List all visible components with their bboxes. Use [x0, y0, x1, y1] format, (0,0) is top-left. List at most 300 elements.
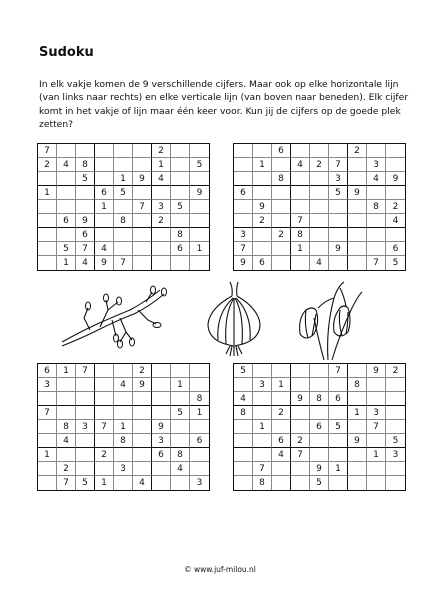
sudoku-cell	[190, 462, 209, 476]
sudoku-cell	[310, 228, 329, 242]
sudoku-cell	[310, 144, 329, 158]
sudoku-cell	[272, 420, 291, 434]
sudoku-cell: 3	[152, 434, 171, 448]
sudoku-cell: 6	[272, 144, 291, 158]
sudoku-cell: 1	[95, 476, 114, 490]
sudoku-cell	[348, 158, 367, 172]
sudoku-cell	[133, 242, 152, 256]
sudoku-cell: 8	[57, 420, 76, 434]
sudoku-cell	[76, 448, 95, 462]
sudoku-cell: 9	[253, 200, 272, 214]
sudoku-cell	[234, 144, 253, 158]
sudoku-cell	[329, 406, 348, 420]
sudoku-cell: 7	[329, 158, 348, 172]
sudoku-cell	[367, 186, 386, 200]
sudoku-cell	[57, 172, 76, 186]
sudoku-cell	[171, 364, 190, 378]
page-title: Sudoku	[39, 45, 94, 60]
sudoku-cell	[386, 476, 405, 490]
sudoku-cell	[190, 256, 209, 270]
sudoku-cell	[38, 420, 57, 434]
sudoku-cell: 8	[114, 434, 133, 448]
sudoku-cell	[133, 144, 152, 158]
sudoku-cell	[38, 462, 57, 476]
footer-copyright: © www.juf-milou.nl	[184, 565, 256, 574]
sudoku-cell	[348, 242, 367, 256]
sudoku-cell: 5	[329, 420, 348, 434]
sudoku-cell	[171, 186, 190, 200]
sudoku-cell: 4	[114, 378, 133, 392]
sudoku-cell: 7	[133, 200, 152, 214]
sudoku-cell: 8	[367, 200, 386, 214]
sudoku-cell	[310, 242, 329, 256]
sudoku-cell	[95, 378, 114, 392]
sudoku-cell	[133, 420, 152, 434]
sudoku-cell	[310, 200, 329, 214]
sudoku-cell	[114, 476, 133, 490]
sudoku-cell: 1	[114, 172, 133, 186]
sudoku-cell: 9	[291, 392, 310, 406]
sudoku-cell	[272, 158, 291, 172]
sudoku-cell: 3	[367, 406, 386, 420]
sudoku-cell: 8	[348, 378, 367, 392]
sudoku-cell	[38, 256, 57, 270]
sudoku-cell: 1	[95, 200, 114, 214]
sudoku-grid-3	[37, 363, 210, 491]
sudoku-cell	[310, 172, 329, 186]
sudoku-cell	[310, 378, 329, 392]
sudoku-cell	[310, 364, 329, 378]
sudoku-cell	[329, 378, 348, 392]
sudoku-cell: 7	[329, 364, 348, 378]
sudoku-cell	[348, 200, 367, 214]
sudoku-cell: 6	[76, 228, 95, 242]
sudoku-cell	[329, 228, 348, 242]
sudoku-cell	[272, 476, 291, 490]
sudoku-cell	[272, 364, 291, 378]
sudoku-cell: 7	[76, 242, 95, 256]
sudoku-cell	[386, 462, 405, 476]
sudoku-cell	[291, 364, 310, 378]
sudoku-cell: 6	[234, 186, 253, 200]
sudoku-cell: 4	[234, 392, 253, 406]
sudoku-cell	[152, 406, 171, 420]
sudoku-cell: 9	[329, 242, 348, 256]
sudoku-cell: 6	[152, 448, 171, 462]
sudoku-cell: 6	[386, 242, 405, 256]
sudoku-cell	[367, 476, 386, 490]
sudoku-cell	[114, 392, 133, 406]
sudoku-cell	[38, 214, 57, 228]
sudoku-cell: 9	[234, 256, 253, 270]
sudoku-cell	[234, 434, 253, 448]
sudoku-cell: 3	[386, 448, 405, 462]
sudoku-cell	[152, 256, 171, 270]
sudoku-cell: 2	[386, 200, 405, 214]
sudoku-cell	[95, 392, 114, 406]
sudoku-cell	[348, 392, 367, 406]
sudoku-cell	[190, 200, 209, 214]
sudoku-cell: 7	[95, 420, 114, 434]
sudoku-cell	[253, 144, 272, 158]
sudoku-cell	[76, 144, 95, 158]
sudoku-cell: 7	[114, 256, 133, 270]
sudoku-cell: 2	[386, 364, 405, 378]
sudoku-cell	[367, 144, 386, 158]
sudoku-cell	[114, 448, 133, 462]
sudoku-cell: 5	[190, 158, 209, 172]
sudoku-cell	[133, 228, 152, 242]
sudoku-cell	[367, 434, 386, 448]
sudoku-cell: 4	[152, 172, 171, 186]
sudoku-cell	[253, 228, 272, 242]
sudoku-cell	[171, 144, 190, 158]
sudoku-cell	[133, 392, 152, 406]
sudoku-cell	[367, 462, 386, 476]
sudoku-cell: 2	[291, 434, 310, 448]
sudoku-cell	[152, 228, 171, 242]
sudoku-cell: 7	[57, 476, 76, 490]
sudoku-cell: 9	[95, 256, 114, 270]
sudoku-cell: 2	[57, 462, 76, 476]
sudoku-cell: 5	[114, 186, 133, 200]
sudoku-cell: 4	[57, 434, 76, 448]
sudoku-cell: 2	[253, 214, 272, 228]
sudoku-cell	[95, 228, 114, 242]
sudoku-cell: 6	[253, 256, 272, 270]
sudoku-cell	[234, 448, 253, 462]
sudoku-cell	[114, 228, 133, 242]
sudoku-cell	[95, 364, 114, 378]
sudoku-cell	[253, 186, 272, 200]
sudoku-cell: 5	[329, 186, 348, 200]
sudoku-cell: 1	[367, 448, 386, 462]
sudoku-cell	[348, 420, 367, 434]
sudoku-cell	[133, 158, 152, 172]
sudoku-cell	[133, 256, 152, 270]
sudoku-cell: 2	[348, 144, 367, 158]
sudoku-cell: 7	[291, 448, 310, 462]
sudoku-cell	[171, 158, 190, 172]
sudoku-cell	[367, 392, 386, 406]
sudoku-cell: 7	[234, 242, 253, 256]
sudoku-cell	[329, 200, 348, 214]
sudoku-cell	[386, 228, 405, 242]
sudoku-cell: 8	[253, 476, 272, 490]
sudoku-cell	[190, 448, 209, 462]
sudoku-cell: 1	[190, 242, 209, 256]
sudoku-cell: 3	[234, 228, 253, 242]
sudoku-cell	[272, 242, 291, 256]
sudoku-cell: 7	[291, 214, 310, 228]
sudoku-cell	[348, 214, 367, 228]
sudoku-cell	[272, 392, 291, 406]
sudoku-cell	[171, 392, 190, 406]
sudoku-cell	[114, 406, 133, 420]
sudoku-cell	[329, 144, 348, 158]
sudoku-cell: 6	[38, 364, 57, 378]
sudoku-cell: 5	[386, 434, 405, 448]
sudoku-cell: 1	[329, 462, 348, 476]
sudoku-cell	[386, 378, 405, 392]
sudoku-cell	[152, 392, 171, 406]
sudoku-cell: 1	[253, 158, 272, 172]
sudoku-cell	[386, 186, 405, 200]
sudoku-cell: 4	[272, 448, 291, 462]
sudoku-cell	[190, 378, 209, 392]
sudoku-cell	[133, 434, 152, 448]
sudoku-cell	[234, 420, 253, 434]
sudoku-cell	[291, 256, 310, 270]
sudoku-cell	[95, 434, 114, 448]
sudoku-cell: 7	[76, 364, 95, 378]
sudoku-cell	[291, 476, 310, 490]
sudoku-cell: 3	[253, 378, 272, 392]
sudoku-cell: 1	[57, 364, 76, 378]
sudoku-cell	[133, 214, 152, 228]
sudoku-cell: 4	[95, 242, 114, 256]
sudoku-cell: 8	[171, 448, 190, 462]
sudoku-cell	[348, 448, 367, 462]
snowdrop-illustration	[288, 278, 368, 362]
sudoku-cell: 8	[291, 228, 310, 242]
sudoku-cell: 4	[76, 256, 95, 270]
sudoku-cell	[253, 406, 272, 420]
sudoku-cell	[38, 242, 57, 256]
sudoku-cell: 5	[392, 258, 399, 268]
sudoku-cell: 1	[272, 378, 291, 392]
sudoku-cell: 9	[348, 186, 367, 200]
sudoku-cell	[234, 476, 253, 490]
sudoku-cell: 8	[310, 392, 329, 406]
sudoku-cell: 9	[152, 420, 171, 434]
sudoku-cell	[386, 158, 405, 172]
sudoku-cell: 7	[367, 256, 386, 270]
sudoku-cell: 2	[152, 144, 171, 158]
sudoku-cell	[291, 420, 310, 434]
sudoku-cell	[234, 172, 253, 186]
sudoku-cell	[76, 186, 95, 200]
sudoku-cell	[57, 200, 76, 214]
sudoku-cell	[329, 434, 348, 448]
sudoku-cell	[348, 172, 367, 186]
sudoku-cell	[234, 158, 253, 172]
sudoku-cell	[114, 158, 133, 172]
sudoku-cell	[329, 448, 348, 462]
sudoku-cell	[76, 406, 95, 420]
sudoku-cell: 2	[152, 214, 171, 228]
sudoku-cell: 7	[38, 144, 57, 158]
sudoku-cell	[329, 476, 348, 490]
sudoku-cell	[367, 242, 386, 256]
sudoku-cell	[38, 476, 57, 490]
sudoku-cell	[310, 448, 329, 462]
sudoku-cell: 4	[291, 158, 310, 172]
sudoku-cell: 5	[234, 364, 253, 378]
sudoku-cell: 3	[76, 420, 95, 434]
sudoku-cell	[291, 144, 310, 158]
sudoku-cell	[38, 228, 57, 242]
sudoku-cell	[76, 392, 95, 406]
sudoku-cell: 9	[310, 462, 329, 476]
sudoku-cell	[272, 200, 291, 214]
sudoku-cell	[253, 434, 272, 448]
sudoku-cell	[152, 378, 171, 392]
sudoku-cell: 1	[38, 186, 57, 200]
sudoku-cell: 1	[291, 242, 310, 256]
sudoku-cell	[272, 186, 291, 200]
sudoku-cell: 6	[57, 214, 76, 228]
sudoku-cell: 9	[386, 172, 405, 186]
sudoku-cell: 6	[272, 434, 291, 448]
sudoku-grid-2	[233, 143, 406, 271]
sudoku-grid-4	[233, 363, 406, 491]
sudoku-cell: 2	[133, 364, 152, 378]
sudoku-cell: 5	[171, 406, 190, 420]
sudoku-cell	[190, 214, 209, 228]
sudoku-cell: 8	[114, 214, 133, 228]
sudoku-cell	[38, 434, 57, 448]
sudoku-cell: 6	[329, 392, 348, 406]
sudoku-cell	[152, 242, 171, 256]
sudoku-cell	[253, 364, 272, 378]
instructions-text: In elk vakje komen de 9 verschillende cijfers. Maar ook op elke horizontale lijn (van links naar rechts) en elke verticale lijn (van boven naar beneden). Elk cijfer komt in het vakje of lijn maar één keer voor. Kun jij de cijfers op de goede plek zetten?	[39, 79, 409, 131]
sudoku-cell	[234, 462, 253, 476]
sudoku-cell	[190, 420, 209, 434]
sudoku-cell	[310, 214, 329, 228]
sudoku-cell	[95, 406, 114, 420]
sudoku-cell	[95, 462, 114, 476]
sudoku-cell	[348, 228, 367, 242]
sudoku-cell: 9	[348, 434, 367, 448]
sudoku-cell	[38, 172, 57, 186]
sudoku-cell	[171, 214, 190, 228]
sudoku-cell: 1	[152, 158, 171, 172]
sudoku-cell: 3	[114, 462, 133, 476]
sudoku-cell	[190, 364, 209, 378]
sudoku-cell: 2	[38, 158, 57, 172]
sudoku-cell	[57, 392, 76, 406]
sudoku-cell	[114, 144, 133, 158]
sudoku-cell: 2	[95, 448, 114, 462]
sudoku-cell: 4	[133, 476, 152, 490]
sudoku-cell: 5	[76, 172, 95, 186]
sudoku-cell	[95, 144, 114, 158]
sudoku-cell	[348, 476, 367, 490]
sudoku-cell	[291, 186, 310, 200]
sudoku-cell	[133, 462, 152, 476]
sudoku-cell: 9	[190, 186, 209, 200]
sudoku-cell	[386, 144, 405, 158]
sudoku-cell: 5	[57, 242, 76, 256]
sudoku-cell: 4	[310, 256, 329, 270]
sudoku-cell	[152, 476, 171, 490]
sudoku-cell	[291, 462, 310, 476]
sudoku-cell: 5	[76, 476, 95, 490]
sudoku-cell	[348, 256, 367, 270]
sudoku-cell	[234, 200, 253, 214]
sudoku-cell	[234, 378, 253, 392]
sudoku-cell	[152, 462, 171, 476]
sudoku-cell	[190, 228, 209, 242]
sudoku-cell	[310, 434, 329, 448]
sudoku-cell: 4	[367, 172, 386, 186]
sudoku-cell	[152, 186, 171, 200]
sudoku-cell: 4	[386, 214, 405, 228]
sudoku-cell	[291, 200, 310, 214]
sudoku-cell: 3	[152, 200, 171, 214]
sudoku-cell: 6	[310, 420, 329, 434]
sudoku-cell: 8	[76, 158, 95, 172]
sudoku-cell	[367, 214, 386, 228]
sudoku-cell: 1	[253, 420, 272, 434]
sudoku-cell: 1	[114, 420, 133, 434]
sudoku-cell	[348, 364, 367, 378]
sudoku-cell	[234, 214, 253, 228]
sudoku-cell	[171, 434, 190, 448]
sudoku-cell	[152, 364, 171, 378]
sudoku-cell: 6	[190, 434, 209, 448]
sudoku-cell	[386, 392, 405, 406]
sudoku-cell: 3	[329, 172, 348, 186]
sudoku-cell	[272, 256, 291, 270]
sudoku-cell	[38, 392, 57, 406]
sudoku-cell: 8	[272, 172, 291, 186]
sudoku-cell	[95, 158, 114, 172]
sudoku-cell: 6	[171, 242, 190, 256]
sudoku-cell	[57, 406, 76, 420]
sudoku-cell	[253, 172, 272, 186]
sudoku-cell	[171, 476, 190, 490]
sudoku-cell: 3	[38, 378, 57, 392]
sudoku-cell: 3	[196, 478, 203, 488]
sudoku-cell: 8	[190, 392, 209, 406]
sudoku-cell	[272, 462, 291, 476]
sudoku-cell	[76, 434, 95, 448]
sudoku-cell	[57, 448, 76, 462]
sudoku-cell	[114, 200, 133, 214]
sudoku-cell	[329, 214, 348, 228]
sudoku-cell	[253, 448, 272, 462]
sudoku-cell	[76, 462, 95, 476]
sudoku-cell: 3	[367, 158, 386, 172]
sudoku-cell: 4	[171, 462, 190, 476]
sudoku-cell	[291, 378, 310, 392]
sudoku-cell	[114, 364, 133, 378]
sudoku-cell	[190, 172, 209, 186]
sudoku-cell: 9	[133, 378, 152, 392]
sudoku-cell: 8	[171, 228, 190, 242]
sudoku-cell	[133, 406, 152, 420]
sudoku-grid-1	[37, 143, 210, 271]
sudoku-cell: 1	[190, 406, 209, 420]
sudoku-cell	[57, 378, 76, 392]
sudoku-cell	[386, 420, 405, 434]
sudoku-cell: 7	[367, 420, 386, 434]
sudoku-cell: 4	[57, 158, 76, 172]
sudoku-cell	[291, 172, 310, 186]
sudoku-cell	[348, 462, 367, 476]
sudoku-cell	[76, 200, 95, 214]
sudoku-cell	[367, 378, 386, 392]
sudoku-cell	[38, 200, 57, 214]
sudoku-cell	[253, 242, 272, 256]
sudoku-cell: 7	[253, 462, 272, 476]
sudoku-cell: 8	[234, 406, 253, 420]
sudoku-cell: 2	[310, 158, 329, 172]
sudoku-cell	[171, 172, 190, 186]
sudoku-cell	[133, 448, 152, 462]
